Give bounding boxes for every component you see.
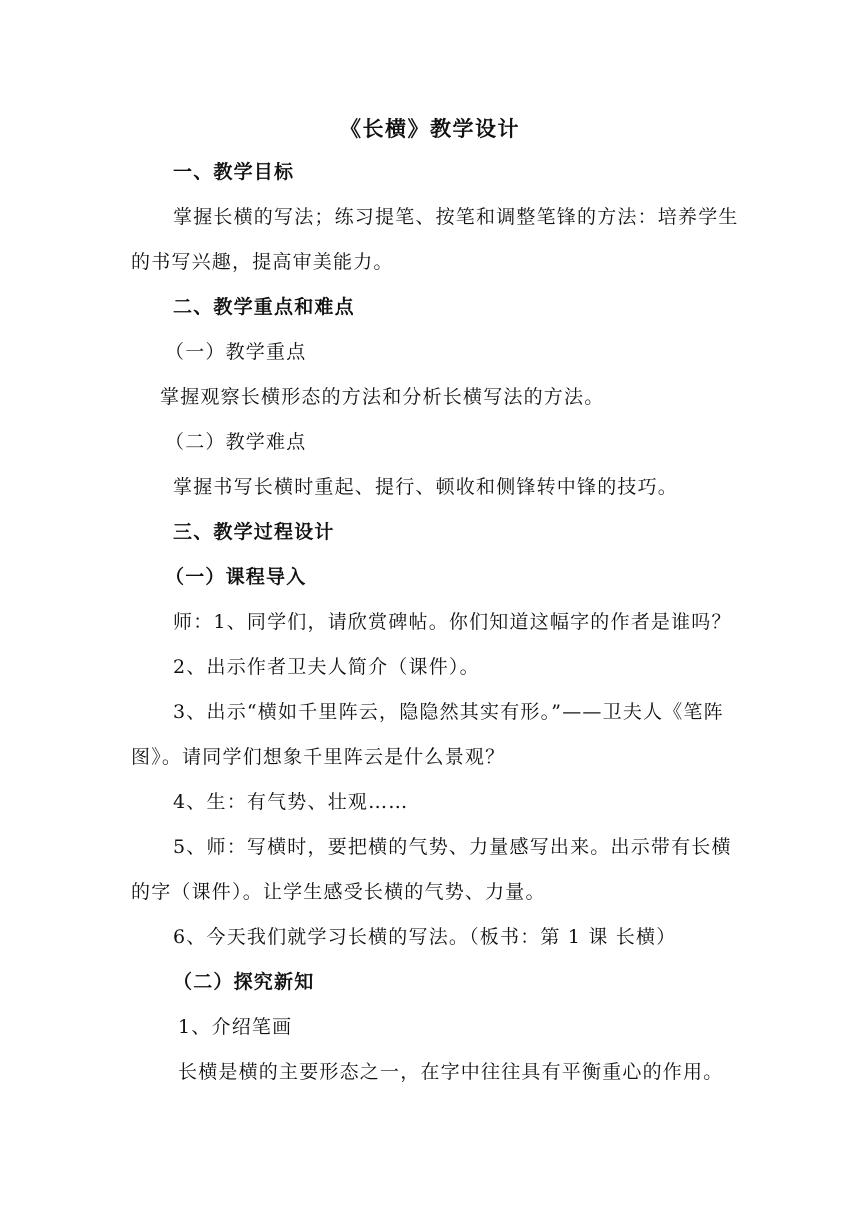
paragraph-line: 1、介绍笔画: [178, 1016, 293, 1038]
subheading-new-knowledge: （二）探究新知: [173, 971, 315, 993]
paragraph-line: 4、生：有气势、壮观……: [173, 791, 409, 813]
paragraph-line: 掌握书写长横时重起、提行、顿收和侧锋转中锋的技巧。: [173, 476, 679, 498]
subheading-introduction: （一）课程导入: [165, 566, 307, 588]
heading-key-points: 二、教学重点和难点: [173, 296, 355, 318]
heading-process-design: 三、教学过程设计: [173, 521, 335, 543]
subheading-key-point: （一）教学重点: [165, 341, 307, 363]
paragraph-line: 的书写兴趣，提高审美能力。: [131, 251, 394, 273]
paragraph-line: 长横是横的主要形态之一，在字中往往具有平衡重心的作用。: [178, 1061, 724, 1083]
subheading-difficulty: （二）教学难点: [165, 431, 307, 453]
paragraph-line: 3、出示“横如千里阵云，隐隐然其实有形。”——卫夫人《笔阵: [173, 701, 724, 723]
heading-teaching-objectives: 一、教学目标: [173, 161, 295, 183]
paragraph-line: 图》。请同学们想象千里阵云是什么景观？: [131, 746, 506, 768]
paragraph-line: 5、师：写横时，要把横的气势、力量感写出来。出示带有长横: [173, 836, 732, 858]
paragraph-line: 师：1、同学们，请欣赏碑帖。你们知道这幅字的作者是谁吗？: [173, 611, 732, 633]
paragraph-line: 掌握长横的写法；练习提笔、按笔和调整笔锋的方法：培养学生: [173, 206, 739, 228]
paragraph-line: 掌握观察长横形态的方法和分析长横写法的方法。: [160, 386, 605, 408]
document-title: 《长横》教学设计: [340, 116, 520, 141]
paragraph-line: 2、出示作者卫夫人简介（课件）。: [173, 656, 480, 678]
paragraph-line: 的字（课件）。让学生感受长横的气势、力量。: [131, 881, 546, 903]
paragraph-line: 6、今天我们就学习长横的写法。（板书：第 1 课 长横）: [173, 926, 677, 948]
